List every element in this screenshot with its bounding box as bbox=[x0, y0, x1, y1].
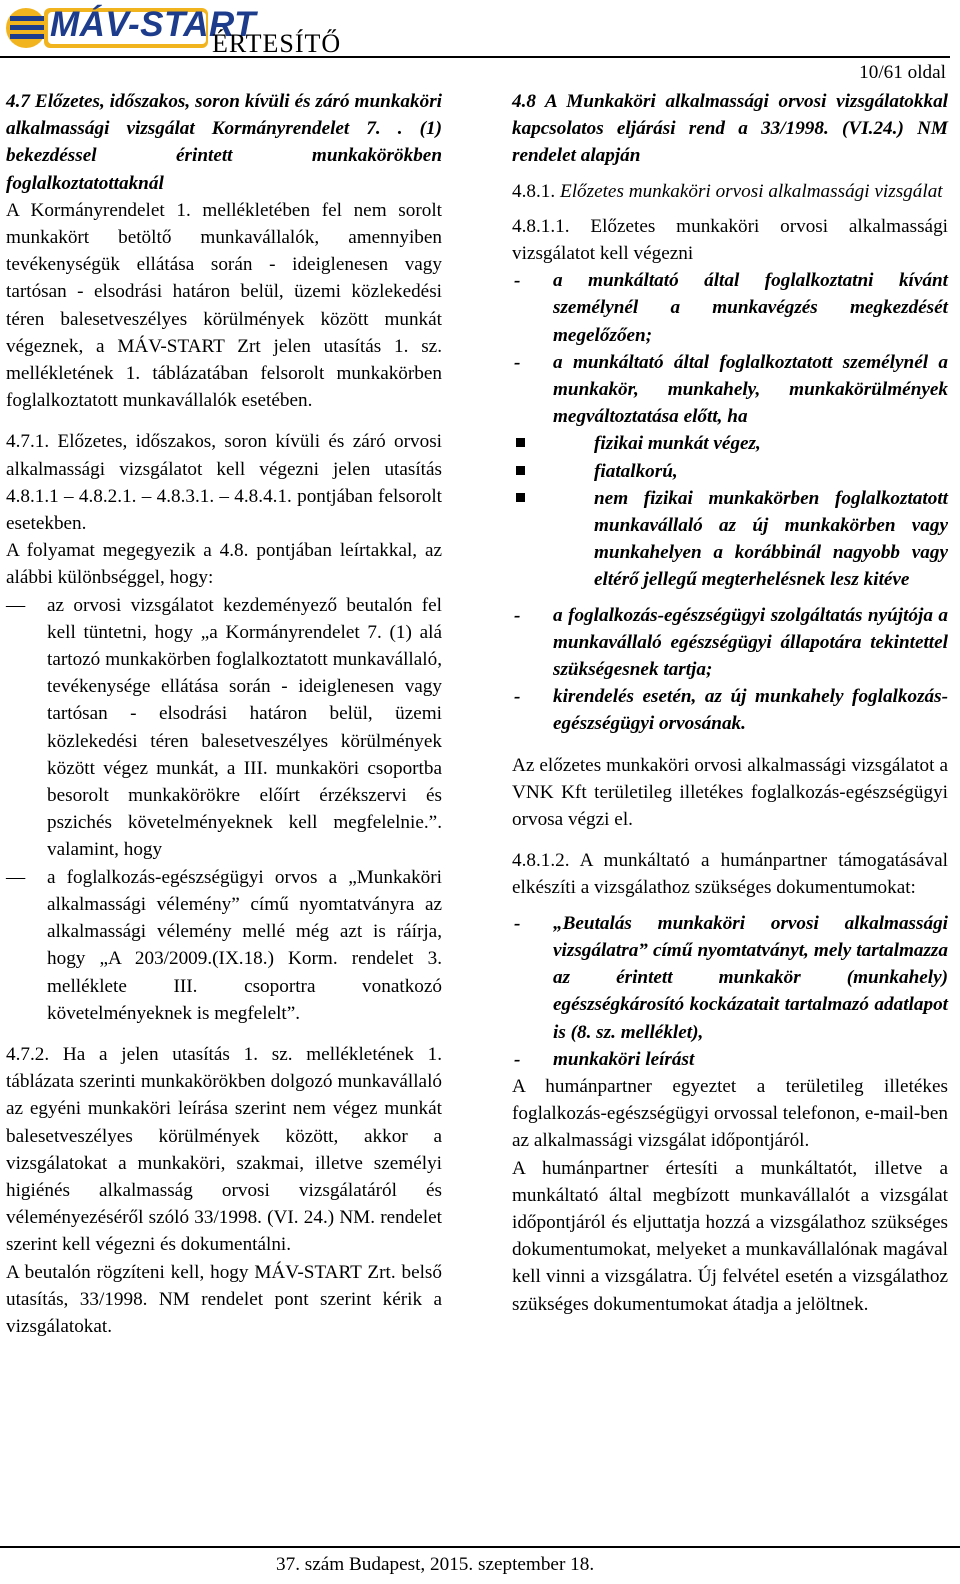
right-column bbox=[512, 88, 948, 1318]
page-header bbox=[0, 0, 960, 83]
list-item: fizikai munkát végez, bbox=[512, 430, 948, 457]
hyphen-list-3 bbox=[512, 910, 948, 1073]
paragraph-4-7-1: 4.7.1. Előzetes, időszakos, soron kívüli és záró orvosi alkalmassági vizsgálatot kell végezni jelen utasítás 4.8.1.1 – 4.8.2.1. – 4.8.3.1. – 4.8.4.1. pontjában felsorolt esetekben. bbox=[6, 431, 442, 535]
paragraph-folyamat: A folyamat megegyezik a 4.8. pontjában leírtakkal, az alábbi különbséggel, hogy: bbox=[6, 540, 442, 589]
page-footer bbox=[0, 1546, 960, 1584]
list-item: - a foglalkozás-egészségügyi szolgáltatás nyújtója a munkavállaló egészségügyi állapotára tekintettel szükségesnek tartja; bbox=[512, 602, 948, 684]
list-item: - munkaköri leírást bbox=[512, 1046, 948, 1073]
list-item: - a munkáltató által foglalkoztatni kívánt személynél a munkavégzés megkezdését megelőzően; bbox=[512, 267, 948, 349]
square-list bbox=[512, 430, 948, 593]
logo-text: MÁV-START bbox=[50, 5, 257, 44]
list-item: - „Beutalás munkaköri orvosi alkalmassági vizsgálatra” című nyomtatványt, mely tartalmazza az érintett munkakör (munkahely) egészségkárosító kockázatait tartalmazó adatlapot is (8. sz. melléklet), bbox=[512, 910, 948, 1046]
subheading-text: Előzetes munkaköri orvosi alkalmassági vizsgálat bbox=[559, 180, 943, 202]
paragraph-vnk: Az előzetes munkaköri orvosi alkalmassági vizsgálatot a VNK Kft területileg illetékes foglalkozás-egészségügyi orvosa végzi el. bbox=[512, 754, 948, 831]
paragraph-humanpartner-1: A humánpartner egyeztet a területileg illetékes foglalkozás-egészségügyi orvossal telefonon, e-mail-ben az alkalmassági vizsgálat időpontjáról. bbox=[512, 1075, 948, 1152]
list-item: - kirendelés esetén, az új munkahely foglalkozás-egészségügyi orvosának. bbox=[512, 683, 948, 737]
list-item: — a foglalkozás-egészségügyi orvos a „Munkaköri alkalmassági vélemény” című nyomtatványra az alkalmassági vélemény mellé még azt is ráírja, hogy „A 203/2009.(IX.18.) Korm. rendelet 3. melléklete III. csoportra vonatkozó követelményeknek is megfelelt”. bbox=[6, 864, 442, 1027]
paragraph-4-8-1-1: 4.8.1.1. Előzetes munkaköri orvosi alkalmassági vizsgálatot kell végezni bbox=[512, 215, 948, 265]
paragraph-intro: A Kormányrendelet 1. mellékletében fel nem sorolt munkakört betöltő munkavállalók, amennyiben tevékenységük ellátása során - ideiglenesen vagy tartósan - elsodrási határon belül, üzemi közlekedési téren balesetveszélyes körülmények között munkát végeznek, a MÁV-START Zrt jelen utasítás 1. sz. mellékletének 1. táblázatában felsorolt munkakörben foglalkoztatott munkavállalók esetében. bbox=[6, 199, 442, 412]
dash-list bbox=[6, 592, 442, 1027]
page-number: 10/61 oldal bbox=[859, 62, 946, 83]
paragraph-4-7-2: 4.7.2. Ha a jelen utasítás 1. sz. mellékletének 1. táblázata szerinti munkakörökben dolgozó munkavállaló az egyéni munkaköri leírása szerint nem végez munkát balesetveszélyes körülmények között, akkor a vizsgálatokat a munkaköri, szakmai, illetve személyi higiénés alkalmasság orvosi vizsgálatáról és véleményezéséről szóló 33/1998. (VI. 24.) NM. rendelet szerint kell végezni és dokumentálni. bbox=[6, 1043, 442, 1256]
list-item: — az orvosi vizsgálatot kezdeményező beutalón fel kell tüntetni, hogy „a Kormányrendelet 7. (1) alá tartozó munkakörben foglalkoztatott munkavállaló, tevékenysége ellátása során - ideiglenesen vagy tartósan - elsodrási határon belül, üzemi közlekedési téren balesetveszélyes körülmények között végez munkát, a III. munkaköri csoportba besorolt munkakörökre előírt érzékszervi és pszichés követelményeknek kell megfelelnie.”. valamint, hogy bbox=[6, 592, 442, 864]
hyphen-list-1 bbox=[512, 267, 948, 593]
left-column bbox=[6, 88, 442, 1340]
subheading-4-8-1 bbox=[512, 178, 948, 205]
list-item-text: a munkáltató által foglalkoztatott személynél a munkakör, munkahely, munkakörülmények megváltoztatása előtt, ha bbox=[553, 351, 948, 428]
paragraph-4-8-1-2: 4.8.1.2. A munkáltató a humánpartner támogatásával elkészíti a vizsgálathoz szükséges dokumentumokat: bbox=[512, 850, 948, 899]
footer-text: 37. szám Budapest, 2015. szeptember 18. bbox=[276, 1554, 595, 1575]
section-heading-4-8: 4.8 A Munkaköri alkalmassági orvosi vizsgálatokkal kapcsolatos eljárási rend a 33/1998. (VI.24.) NM rendelet alapján bbox=[512, 91, 948, 167]
list-item bbox=[512, 349, 948, 594]
subheading-number: 4.8.1. bbox=[512, 180, 556, 202]
paragraph-humanpartner-2: A humánpartner értesíti a munkáltatót, illetve a munkáltató által megbízott munkavállalót a vizsgálat időpontjáról és eljuttatja hozzá a vizsgálathoz szükséges dokumentumokat, melyeket a munkavállalónak magával kell vinni a vizsgálatra. Új felvétel esetén a vizsgálathoz szükséges dokumentumokat átadja a jelöltnek. bbox=[512, 1157, 948, 1315]
paragraph-beutalo: A beutalón rögzíteni kell, hogy MÁV-START Zrt. belső utasítás, 33/1998. NM rendelet pont szerint kérik a vizsgálatokat. bbox=[6, 1261, 442, 1337]
list-item: fiatalkorú, bbox=[512, 458, 948, 485]
publication-title: ÉRTESÍTŐ bbox=[212, 29, 342, 58]
section-heading-4-7: 4.7 Előzetes, időszakos, soron kívüli és záró munkaköri alkalmassági vizsgálat Kormányrendelet 7. . (1) bekezdéssel érintett munkakörökben foglalkoztatottaknál bbox=[6, 91, 442, 194]
hyphen-list-2 bbox=[512, 602, 948, 738]
header-rule bbox=[0, 56, 950, 58]
list-item: nem fizikai munkakörben foglalkoztatott munkavállaló az új munkakörben vagy munkahelyen a korábbinál nagyobb vagy eltérő jellegű megterhelésnek lesz kitéve bbox=[512, 485, 948, 594]
